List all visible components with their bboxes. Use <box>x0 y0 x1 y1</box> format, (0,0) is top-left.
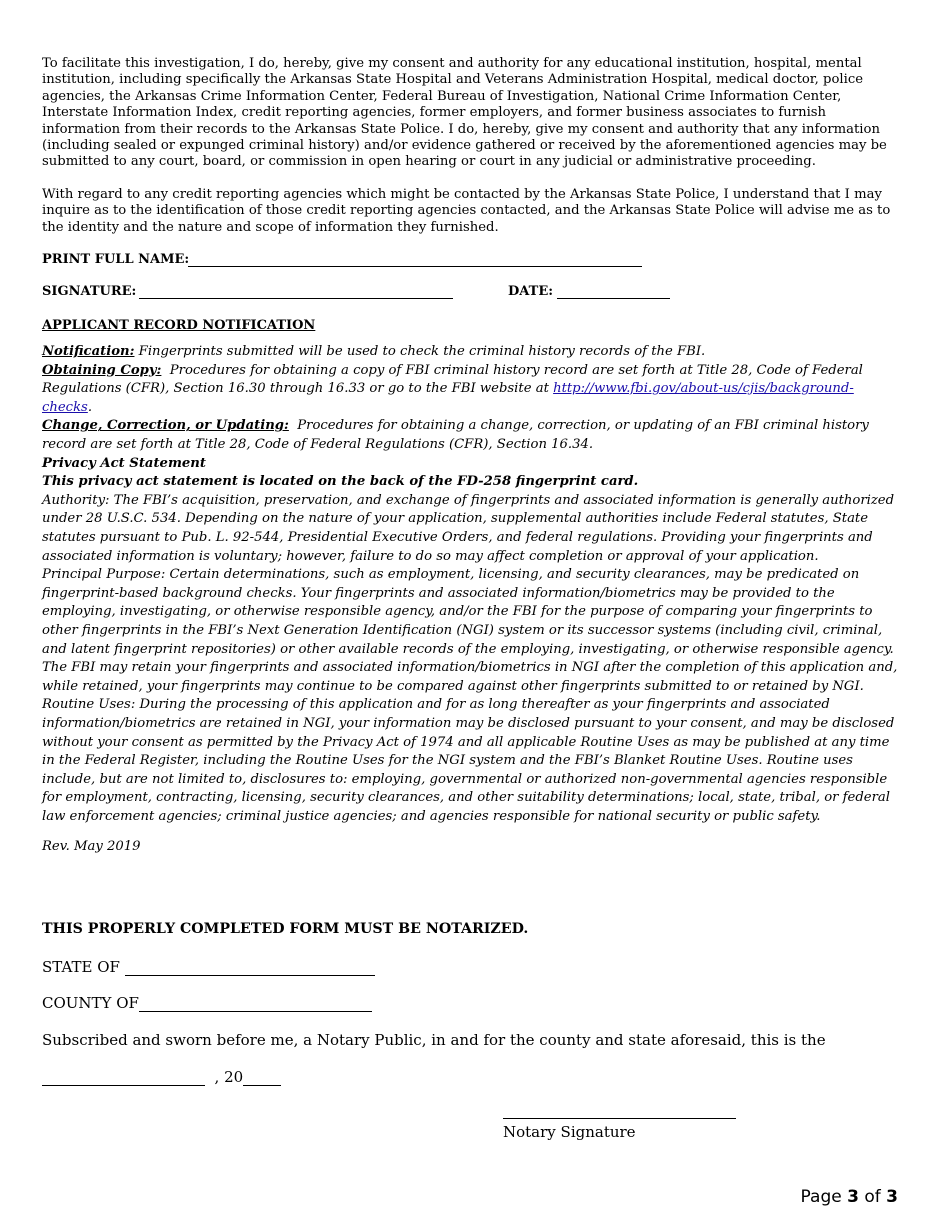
state-of-field[interactable] <box>125 961 375 976</box>
applicant-record-heading: APPLICANT RECORD NOTIFICATION <box>42 318 316 334</box>
notification-text: Fingerprints submitted will be used to check the criminal history records of the FBI. <box>138 344 706 360</box>
page-word: Page <box>800 1187 842 1207</box>
obtaining-copy-text: Procedures for obtaining a copy of FBI criminal history record are set forth at Title 28, Code of Federal Regulations (CFR), Section 16.30 through 16.33 or go to the FBI website at <box>42 362 863 397</box>
principal-purpose-text: Principal Purpose: Certain determinations, such as employment, licensing, and security clearances, may be predicated on fingerprint-based background checks. Your fingerprints and associated information/biometrics may be provided to the employing, investigating, or otherwise responsible agency, and/or the FBI for the purpose of comparing your fingerprints to other fingerprints in the FBI’s Next Generation Identification (NGI) system or its successor systems (including civil, criminal, and latent fingerprint repositories) or other available records of the employing, investigating, or otherwise responsible agency. The FBI may retain your fingerprints and associated information/biometrics in NGI after the completion of this application and, while retained, your fingerprints may continue to be compared against other fingerprints submitted to or retained by NGI. <box>42 567 898 694</box>
signature-row <box>42 284 898 316</box>
date-label: DATE: <box>508 284 554 300</box>
privacy-act-heading: Privacy Act Statement <box>42 455 206 471</box>
notarized-heading: THIS PROPERLY COMPLETED FORM MUST BE NOTARIZED. <box>42 921 529 937</box>
sworn-statement: Subscribed and sworn before me, a Notary Public, in and for the county and state aforesaid, this is the <box>42 1031 826 1049</box>
page-current: 3 <box>847 1187 859 1207</box>
fbi-notice <box>42 343 898 826</box>
print-name-row <box>42 252 898 284</box>
fbi-website-link[interactable]: http://www.fbi.gov/about-us/cjis/background-checks <box>42 381 854 415</box>
county-of-label: COUNTY OF <box>42 994 139 1012</box>
change-correction-label: Change, Correction, or Updating: <box>42 418 289 434</box>
obtaining-copy-line: Obtaining Copy: Procedures for obtaining a copy of FBI criminal history record are set forth at Title 28, Code of Federal Regulations (CFR), Section 16.30 through 16.33 or go to the FBI website at http://www.fbi.gov/about-us/cjis/background-checks. <box>42 362 863 415</box>
notary-signature-block <box>503 1104 736 1141</box>
revision-date: Rev. May 2019 <box>42 838 141 854</box>
notary-signature-label: Notary Signature <box>503 1123 636 1141</box>
of-word: of <box>864 1187 881 1207</box>
privacy-act-subheading: This privacy act statement is located on the back of the FD-258 fingerprint card. <box>42 474 639 490</box>
print-name-field[interactable] <box>188 252 642 267</box>
state-of-row <box>42 958 375 976</box>
notary-signature-field[interactable] <box>503 1104 736 1119</box>
state-of-label: STATE OF <box>42 958 120 976</box>
signature-field[interactable] <box>139 284 453 299</box>
day-month-field[interactable] <box>42 1071 205 1086</box>
page-number <box>801 1187 898 1207</box>
county-of-field[interactable] <box>139 997 372 1012</box>
change-correction-text: Procedures for obtaining a change, correction, or updating of an FBI criminal history record are set forth at Title 28, Code of Federal Regulations (CFR), Section 16.34. <box>42 418 869 453</box>
signature-label: SIGNATURE: <box>42 284 137 300</box>
print-name-label: PRINT FULL NAME: <box>42 252 190 268</box>
year-field[interactable] <box>243 1071 281 1086</box>
notification-label: Notification: <box>42 344 135 360</box>
consent-paragraph-1: To facilitate this investigation, I do, hereby, give my consent and authority for any educational institution, hospital, mental institution, including specifically the Arkansas State Hospital and Veterans Administration Hospital, medical doctor, police agencies, the Arkansas Crime Information Center, Federal Bureau of Investigation, National Crime Information Center, Interstate Information Index, credit reporting agencies, former employers, and former business associates to furnish information from their records to the Arkansas State Police. I do, hereby, give my consent and authority that any information (including sealed or expunged criminal history) and/or evidence gathered or received by the aforementioned agencies may be submitted to any court, board, or commission in open hearing or court in any judicial or administrative proceeding. <box>42 56 887 170</box>
year-prefix: , 20 <box>214 1068 244 1086</box>
county-of-row <box>42 994 372 1012</box>
obtaining-copy-label: Obtaining Copy: <box>42 362 162 378</box>
change-correction-line <box>42 417 898 454</box>
date-field[interactable] <box>557 284 670 299</box>
authority-text: Authority: The FBI’s acquisition, preservation, and exchange of fingerprints and associated information is generally authorized under 28 U.S.C. 534. Depending on the nature of your application, supplemental authorities include Federal statutes, State statutes pursuant to Pub. L. 92-544, Presidential Executive Orders, and federal regulations. Providing your fingerprints and associated information is voluntary; however, failure to do so may affect completion or approval of your application. <box>42 492 895 564</box>
consent-paragraph-2: With regard to any credit reporting agencies which might be contacted by the Arkansas State Police, I understand that I may inquire as to the identification of those credit reporting agencies contacted, and the Arkansas State Police will advise me as to the identity and the nature and scope of information they furnished. <box>42 186 891 235</box>
notification-line <box>42 343 898 362</box>
form-page <box>42 56 898 854</box>
date-sworn-row <box>42 1068 281 1086</box>
page-total: 3 <box>886 1187 898 1207</box>
routine-uses-text: Routine Uses: During the processing of this application and for as long thereafter as your fingerprints and associated information/biometrics are retained in NGI, your information may be disclosed pursuant to your consent, and may be disclosed without your consent as permitted by the Privacy Act of 1974 and all applicable Routine Uses as may be published at any time in the Federal Register, including the Routine Uses for the NGI system and the FBI’s Blanket Routine Uses. Routine uses include, but are not limited to, disclosures to: employing, governmental or authorized non-governmental agencies responsible for employment, contracting, licensing, security clearances, and other suitability determinations; local, state, tribal, or federal law enforcement agencies; criminal justice agencies; and agencies responsible for national security or public safety. <box>42 697 895 824</box>
